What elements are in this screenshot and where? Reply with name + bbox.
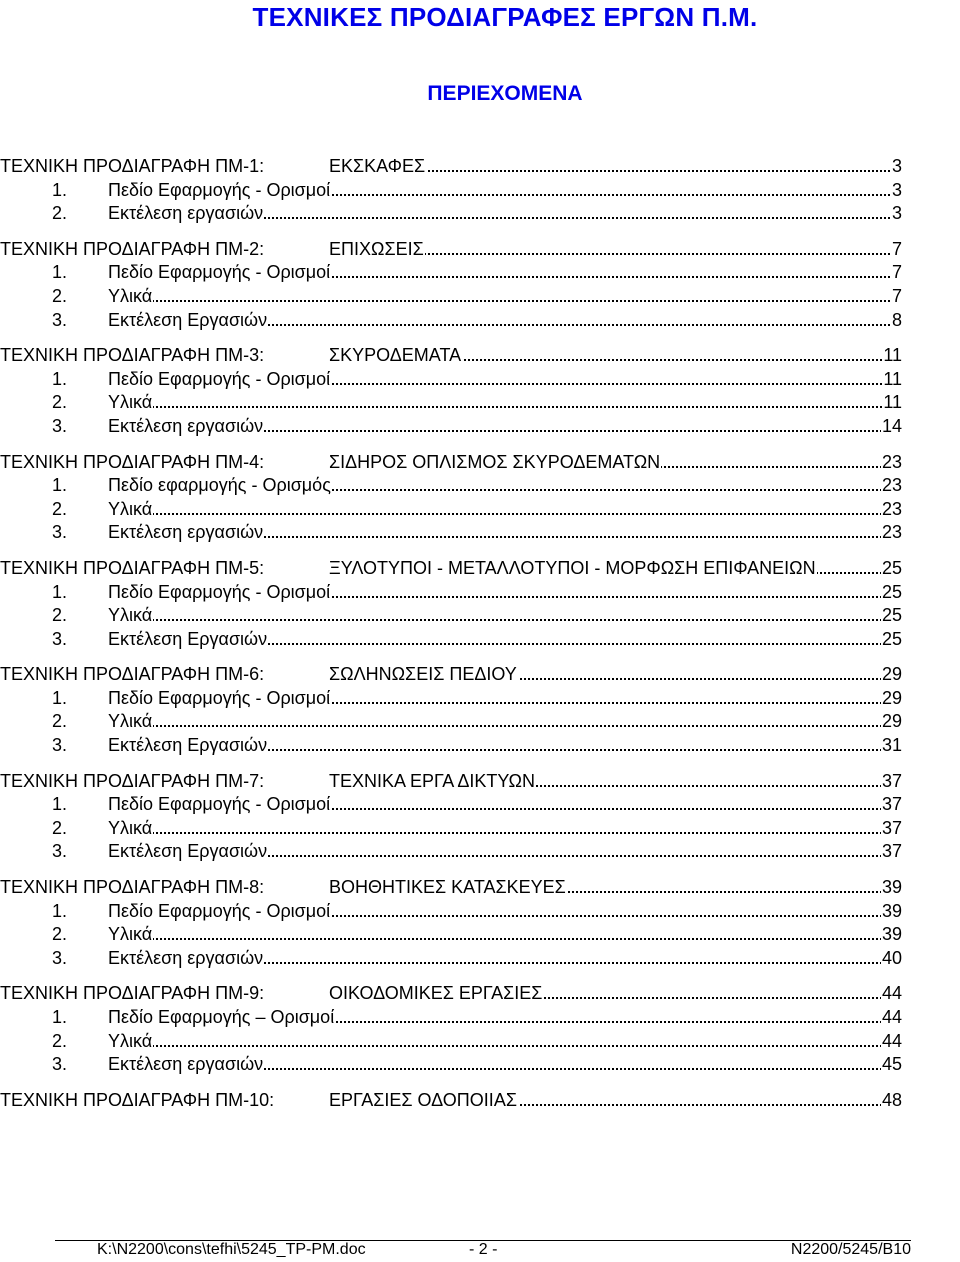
toc-page-number: 37	[881, 840, 902, 864]
toc-entry-item[interactable]	[0, 1030, 902, 1054]
toc-entry-item[interactable]	[0, 474, 902, 498]
toc-spec-name: ΕΠΙΧΩΣΕΙΣ	[329, 238, 424, 259]
toc-item-text: Πεδίο Εφαρμογής - Ορισμοί	[108, 794, 331, 815]
toc-spec-code: ΤΕΧΝΙΚΗ ΠΡΟΔΙΑΓΡΑΦΗ ΠΜ-7:	[0, 770, 265, 791]
toc-item-label	[0, 309, 268, 333]
toc-item-label	[0, 391, 153, 415]
toc-spec-name: ΣΚΥΡΟΔΕΜΑΤΑ	[329, 345, 462, 366]
toc-page-number: 37	[881, 817, 902, 841]
toc-item-label	[0, 1053, 264, 1077]
toc-item-label	[0, 179, 331, 203]
toc-item-number: 2.	[52, 817, 68, 838]
footer-page-number: - 2 -	[469, 1241, 498, 1258]
toc-item-number: 3.	[52, 628, 68, 649]
toc-page-number: 3	[891, 179, 902, 203]
toc-page-number: 3	[891, 202, 902, 226]
toc-entry-heading[interactable]	[0, 770, 902, 794]
toc-entry-item[interactable]	[0, 391, 902, 415]
toc-item-number: 2.	[52, 605, 68, 626]
toc-item-text: Πεδίο Εφαρμογής - Ορισμοί	[108, 368, 331, 389]
toc-item-text: Εκτέλεση εργασιών	[108, 947, 264, 968]
toc-spec-code: ΤΕΧΝΙΚΗ ΠΡΟΔΙΑΓΡΑΦΗ ΠΜ-9:	[0, 983, 265, 1004]
toc-entry-heading[interactable]	[0, 451, 902, 475]
toc-item-text: Εκτέλεση εργασιών	[108, 415, 264, 436]
toc-item-number: 2.	[52, 203, 68, 224]
toc-page-number: 7	[891, 238, 902, 262]
toc-item-label	[0, 202, 264, 226]
toc-spec-name: ΣΙΔΗΡΟΣ ΟΠΛΙΣΜΟΣ ΣΚΥΡΟΔΕΜΑΤΩΝ	[329, 451, 661, 472]
toc-entry-item[interactable]	[0, 923, 902, 947]
toc-spec-name: ΤΕΧΝΙΚΑ ΕΡΓΑ ΔΙΚΤΥΩΝ	[329, 770, 535, 791]
toc-entry-heading[interactable]	[0, 876, 902, 900]
toc-item-number: 2.	[52, 924, 68, 945]
toc-spec-name: ΒΟΗΘΗΤΙΚΕΣ ΚΑΤΑΣΚΕΥΕΣ	[329, 877, 566, 898]
toc-heading-label	[0, 770, 536, 794]
toc-page-number: 25	[881, 604, 902, 628]
toc-page-number: 14	[881, 415, 902, 439]
toc-heading-label	[0, 876, 567, 900]
toc-item-label	[0, 261, 331, 285]
toc-page-number: 44	[881, 1030, 902, 1054]
footer-reference: N2200/5245/B10	[790, 1241, 911, 1258]
toc-entry-item[interactable]	[0, 309, 902, 333]
toc-entry-item[interactable]	[0, 710, 902, 734]
toc-spec-name: ΟΙΚΟΔΟΜΙΚΕΣ ΕΡΓΑΣΙΕΣ	[329, 983, 543, 1004]
toc-page-number: 23	[881, 498, 902, 522]
toc-page-number: 39	[881, 923, 902, 947]
toc-page-number: 39	[881, 876, 902, 900]
toc-page-number: 48	[881, 1089, 902, 1113]
toc-entry-item[interactable]	[0, 179, 902, 203]
toc-page-number: 7	[891, 285, 902, 309]
toc-entry-item[interactable]	[0, 1053, 902, 1077]
toc-section	[0, 876, 902, 970]
toc-heading-label	[0, 663, 518, 687]
toc-entry-item[interactable]	[0, 521, 902, 545]
toc-page-number: 31	[881, 734, 902, 758]
toc-spec-code: ΤΕΧΝΙΚΗ ΠΡΟΔΙΑΓΡΑΦΗ ΠΜ-5:	[0, 557, 265, 578]
toc-entry-heading[interactable]	[0, 155, 902, 179]
toc-entry-item[interactable]	[0, 1006, 902, 1030]
toc-page-number: 11	[882, 368, 902, 392]
document-title: ΤΕΧΝΙΚΕΣ ΠΡΟΔΙΑΓΡΑΦΕΣ ΕΡΓΩΝ Π.Μ.	[252, 2, 758, 32]
toc-entry-item[interactable]	[0, 947, 902, 971]
toc-heading-label	[0, 451, 661, 475]
toc-section	[0, 344, 902, 438]
toc-item-text: Πεδίο Εφαρμογής - Ορισμοί	[108, 581, 331, 602]
table-of-contents	[0, 155, 902, 1124]
toc-section	[0, 557, 902, 651]
toc-item-label	[0, 415, 264, 439]
toc-item-label	[0, 368, 331, 392]
toc-item-text: Πεδίο Εφαρμογής - Ορισμοί	[108, 179, 331, 200]
toc-item-text: Εκτέλεση εργασιών	[108, 1054, 264, 1075]
toc-item-number: 3.	[52, 841, 68, 862]
toc-spec-code: ΤΕΧΝΙΚΗ ΠΡΟΔΙΑΓΡΑΦΗ ΠΜ-10:	[0, 1089, 275, 1110]
toc-item-number: 1.	[52, 262, 68, 283]
toc-heading-label	[0, 238, 425, 262]
toc-item-number: 2.	[52, 1030, 68, 1051]
toc-heading-label	[0, 344, 462, 368]
toc-item-text: Πεδίο Εφαρμογής – Ορισμοί	[108, 1007, 335, 1027]
toc-item-text: Υλικά	[108, 392, 153, 413]
toc-page-number: 39	[881, 900, 902, 924]
toc-entry-item[interactable]	[0, 817, 902, 841]
toc-item-label	[0, 581, 331, 605]
toc-section	[0, 663, 902, 757]
toc-entry-item[interactable]	[0, 687, 902, 711]
toc-entry-item[interactable]	[0, 415, 902, 439]
toc-item-label	[0, 900, 331, 924]
toc-spec-name: ΣΩΛΗΝΩΣΕΙΣ ΠΕΔΙΟΥ	[329, 664, 517, 685]
toc-item-number: 3.	[52, 415, 68, 436]
toc-item-label	[0, 687, 331, 711]
toc-spec-name: ΕΡΓΑΣΙΕΣ ΟΔΟΠΟΙΙΑΣ	[329, 1089, 517, 1110]
toc-page-number: 45	[881, 1053, 902, 1077]
toc-page-number: 44	[881, 1006, 902, 1030]
toc-item-number: 1.	[52, 475, 68, 496]
toc-item-text: Πεδίο Εφαρμογής - Ορισμοί	[108, 687, 331, 708]
toc-item-text: Υλικά	[108, 924, 153, 945]
toc-item-number: 2.	[52, 285, 68, 306]
toc-section	[0, 238, 902, 332]
toc-item-label	[0, 285, 153, 309]
toc-item-text: Υλικά	[108, 711, 153, 732]
contents-heading: ΠΕΡΙΕΧΟΜΕΝΑ	[427, 82, 583, 105]
toc-item-label	[0, 604, 153, 628]
toc-item-text: Εκτέλεση Εργασιών	[108, 841, 268, 862]
toc-item-text: Υλικά	[108, 605, 153, 626]
toc-entry-item[interactable]	[0, 261, 902, 285]
toc-item-label	[0, 1006, 335, 1030]
toc-page-number: 23	[881, 474, 902, 498]
toc-spec-code: ΤΕΧΝΙΚΗ ΠΡΟΔΙΑΓΡΑΦΗ ΠΜ-1:	[0, 156, 265, 176]
toc-entry-item[interactable]	[0, 793, 902, 817]
toc-spec-code: ΤΕΧΝΙΚΗ ΠΡΟΔΙΑΓΡΑΦΗ ΠΜ-8:	[0, 877, 265, 898]
toc-item-text: Υλικά	[108, 498, 153, 519]
toc-item-text: Εκτέλεση εργασιών	[108, 522, 264, 543]
toc-item-number: 1.	[52, 1007, 68, 1027]
toc-item-label	[0, 840, 268, 864]
toc-item-text: Εκτέλεση Εργασιών	[108, 309, 268, 330]
toc-section	[0, 982, 902, 1076]
toc-entry-item[interactable]	[0, 840, 902, 864]
toc-page-number: 40	[881, 947, 902, 971]
toc-item-number: 1.	[52, 581, 68, 602]
toc-entry-item[interactable]	[0, 628, 902, 652]
toc-entry-item[interactable]	[0, 581, 902, 605]
toc-item-label	[0, 498, 153, 522]
toc-spec-code: ΤΕΧΝΙΚΗ ΠΡΟΔΙΑΓΡΑΦΗ ΠΜ-3:	[0, 345, 265, 366]
toc-item-label	[0, 793, 331, 817]
toc-page-number: 11	[882, 344, 902, 368]
toc-entry-heading[interactable]	[0, 982, 902, 1006]
toc-item-label	[0, 947, 264, 971]
toc-page-number: 44	[881, 982, 902, 1006]
toc-heading-label	[0, 155, 426, 179]
toc-spec-code: ΤΕΧΝΙΚΗ ΠΡΟΔΙΑΓΡΑΦΗ ΠΜ-6:	[0, 664, 265, 685]
toc-section	[0, 770, 902, 864]
toc-page-number: 25	[881, 581, 902, 605]
page-footer	[55, 1240, 911, 1261]
toc-entry-heading[interactable]	[0, 1089, 902, 1113]
toc-item-text: Πεδίο Εφαρμογής - Ορισμοί	[108, 900, 331, 921]
toc-heading-label	[0, 557, 817, 581]
toc-item-number: 1.	[52, 900, 68, 921]
toc-entry-heading[interactable]	[0, 557, 902, 581]
toc-item-label	[0, 1030, 153, 1054]
toc-entry-heading[interactable]	[0, 344, 902, 368]
toc-page-number: 23	[881, 521, 902, 545]
footer-file-path: K:\N2200\cons\tefhi\5245_TP-PM.doc	[97, 1241, 366, 1258]
toc-section	[0, 451, 902, 545]
toc-item-text: Υλικά	[108, 817, 153, 838]
toc-item-text: Υλικά	[108, 285, 153, 306]
toc-entry-item[interactable]	[0, 202, 902, 226]
toc-item-text: Πεδίο Εφαρμογής - Ορισμοί	[108, 262, 331, 283]
toc-entry-item[interactable]	[0, 604, 902, 628]
toc-item-number: 1.	[52, 794, 68, 815]
toc-item-label	[0, 734, 268, 758]
toc-entry-heading[interactable]	[0, 238, 902, 262]
toc-entry-item[interactable]	[0, 734, 902, 758]
toc-item-label	[0, 923, 153, 947]
toc-entry-item[interactable]	[0, 498, 902, 522]
toc-item-number: 3.	[52, 947, 68, 968]
toc-section	[0, 1089, 902, 1113]
toc-page-number: 8	[891, 309, 902, 333]
toc-page-number: 11	[882, 391, 902, 415]
toc-page-number: 25	[881, 628, 902, 652]
toc-item-text: Εκτέλεση Εργασιών	[108, 735, 268, 756]
toc-page-number: 37	[881, 770, 902, 794]
toc-item-text: Υλικά	[108, 1030, 153, 1051]
toc-item-number: 1.	[52, 368, 68, 389]
toc-item-label	[0, 817, 153, 841]
toc-entry-heading[interactable]	[0, 663, 902, 687]
toc-item-label	[0, 628, 268, 652]
toc-spec-name: ΕΚΣΚΑΦΕΣ	[329, 156, 426, 176]
toc-item-number: 2.	[52, 711, 68, 732]
toc-item-number: 3.	[52, 735, 68, 756]
toc-heading-label	[0, 982, 543, 1006]
toc-entry-item[interactable]	[0, 368, 902, 392]
toc-item-number: 2.	[52, 392, 68, 413]
toc-item-number: 3.	[52, 522, 68, 543]
toc-entry-item[interactable]	[0, 900, 902, 924]
toc-section	[0, 155, 902, 226]
toc-item-label	[0, 474, 332, 498]
toc-item-number: 2.	[52, 498, 68, 519]
toc-entry-item[interactable]	[0, 285, 902, 309]
toc-spec-name: ΞΥΛΟΤΥΠΟΙ - ΜΕΤΑΛΛΟΤΥΠΟΙ - ΜΟΡΦΩΣΗ ΕΠΙΦΑΝΕΙΩΝ	[329, 557, 816, 578]
toc-page-number: 29	[881, 687, 902, 711]
toc-item-text: Εκτέλεση εργασιών	[108, 203, 264, 224]
toc-item-text: Πεδίο εφαρμογής - Ορισμός	[108, 475, 331, 496]
toc-page-number: 3	[891, 155, 902, 179]
toc-page-number: 37	[881, 793, 902, 817]
toc-item-number: 3.	[52, 309, 68, 330]
toc-page-number: 29	[881, 710, 902, 734]
toc-item-label	[0, 521, 264, 545]
toc-page-number: 7	[891, 261, 902, 285]
toc-spec-code: ΤΕΧΝΙΚΗ ΠΡΟΔΙΑΓΡΑΦΗ ΠΜ-2:	[0, 238, 265, 259]
toc-item-label	[0, 710, 153, 734]
toc-item-text: Εκτέλεση Εργασιών	[108, 628, 268, 649]
toc-item-number: 1.	[52, 687, 68, 708]
toc-page-number: 29	[881, 663, 902, 687]
toc-item-number: 1.	[52, 179, 68, 200]
toc-heading-label	[0, 1089, 518, 1113]
toc-item-number: 3.	[52, 1054, 68, 1075]
toc-page-number: 25	[881, 557, 902, 581]
toc-spec-code: ΤΕΧΝΙΚΗ ΠΡΟΔΙΑΓΡΑΦΗ ΠΜ-4:	[0, 451, 265, 472]
toc-page-number: 23	[881, 451, 902, 475]
